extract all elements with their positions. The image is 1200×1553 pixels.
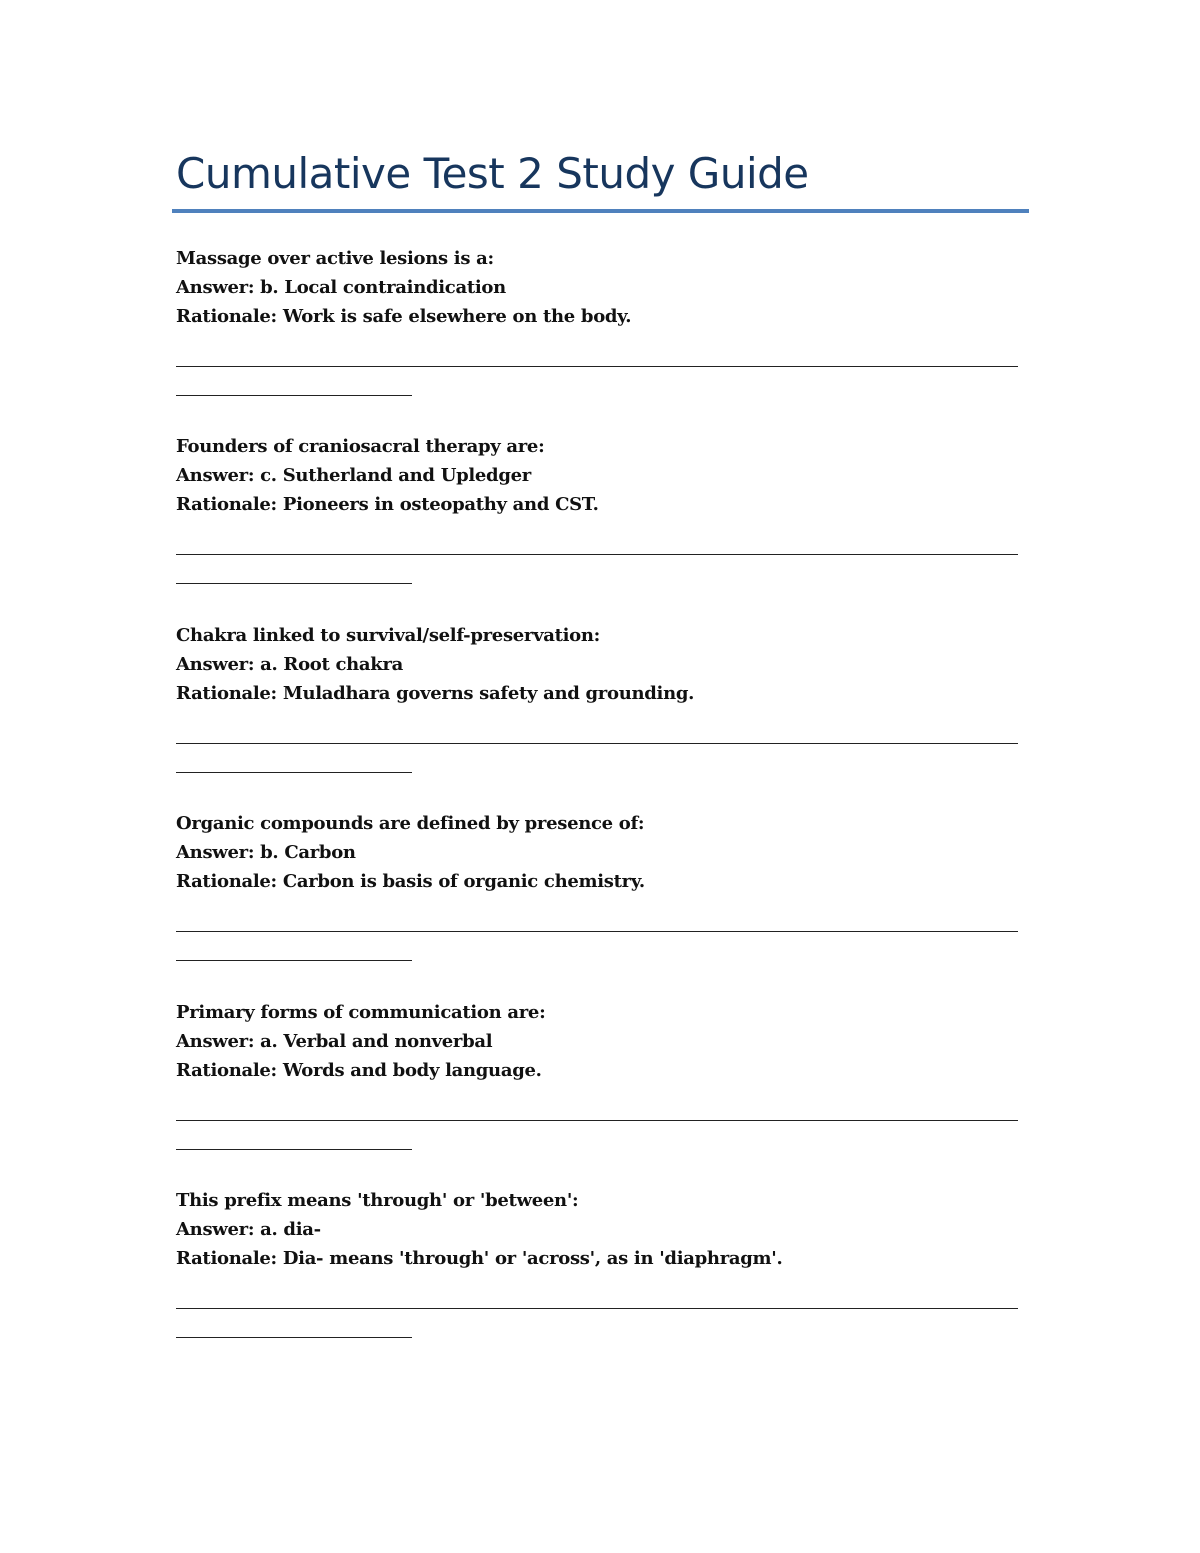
- separator-line-full: [176, 1308, 1018, 1309]
- separator-line-partial: [176, 583, 412, 584]
- answer-text: Answer: b. Carbon: [176, 842, 356, 864]
- question-text: Massage over active lesions is a:: [176, 248, 494, 269]
- separator-line: [176, 1291, 1018, 1335]
- qa-item: [176, 432, 1026, 620]
- separator-line-full: [176, 743, 1018, 744]
- qa-list: [176, 244, 1026, 1374]
- separator-line-partial: [176, 1149, 412, 1150]
- qa-item: [176, 1186, 1026, 1374]
- question-text: Primary forms of communication are:: [176, 1001, 546, 1023]
- answer-text: Answer: a. dia-: [176, 1218, 321, 1240]
- question-text: This prefix means 'through' or 'between':: [176, 1189, 579, 1211]
- separator-line-partial: [176, 1337, 412, 1338]
- answer-text: Answer: a. Verbal and nonverbal: [176, 1030, 493, 1052]
- question-text: Founders of craniosacral therapy are:: [176, 436, 545, 458]
- separator-line: [176, 537, 1018, 581]
- question-text: Organic compounds are defined by presence of:: [176, 813, 645, 835]
- qa-item: [176, 621, 1026, 809]
- qa-item: [176, 809, 1026, 997]
- separator-line: [176, 349, 1018, 393]
- rationale-text: Rationale: Dia- means 'through' or 'across', as in 'diaphragm'.: [176, 1247, 783, 1269]
- rationale-text: Rationale: Carbon is basis of organic chemistry.: [176, 871, 645, 893]
- separator-line-partial: [176, 395, 412, 396]
- question-text: Chakra linked to survival/self-preservation:: [176, 624, 601, 646]
- rationale-text: Rationale: Muladhara governs safety and grounding.: [176, 682, 695, 704]
- rationale-text: Rationale: Work is safe elsewhere on the body.: [176, 306, 632, 327]
- page-title: Cumulative Test 2 Study Guide: [176, 149, 809, 198]
- separator-line-full: [176, 366, 1018, 367]
- answer-text: Answer: c. Sutherland and Upledger: [176, 465, 531, 487]
- separator-line-partial: [176, 960, 412, 961]
- qa-item: [176, 244, 1026, 432]
- separator-line-full: [176, 554, 1018, 555]
- separator-line-partial: [176, 772, 412, 773]
- separator-line-full: [176, 931, 1018, 932]
- separator-line: [176, 1103, 1018, 1147]
- separator-line: [176, 726, 1018, 770]
- answer-text: Answer: b. Local contraindication: [176, 277, 506, 298]
- answer-text: Answer: a. Root chakra: [176, 653, 404, 675]
- rationale-text: Rationale: Words and body language.: [176, 1059, 542, 1081]
- separator-line: [176, 914, 1018, 958]
- qa-item: [176, 998, 1026, 1186]
- title-underline: [172, 209, 1029, 213]
- rationale-text: Rationale: Pioneers in osteopathy and CST.: [176, 494, 599, 516]
- separator-line-full: [176, 1120, 1018, 1121]
